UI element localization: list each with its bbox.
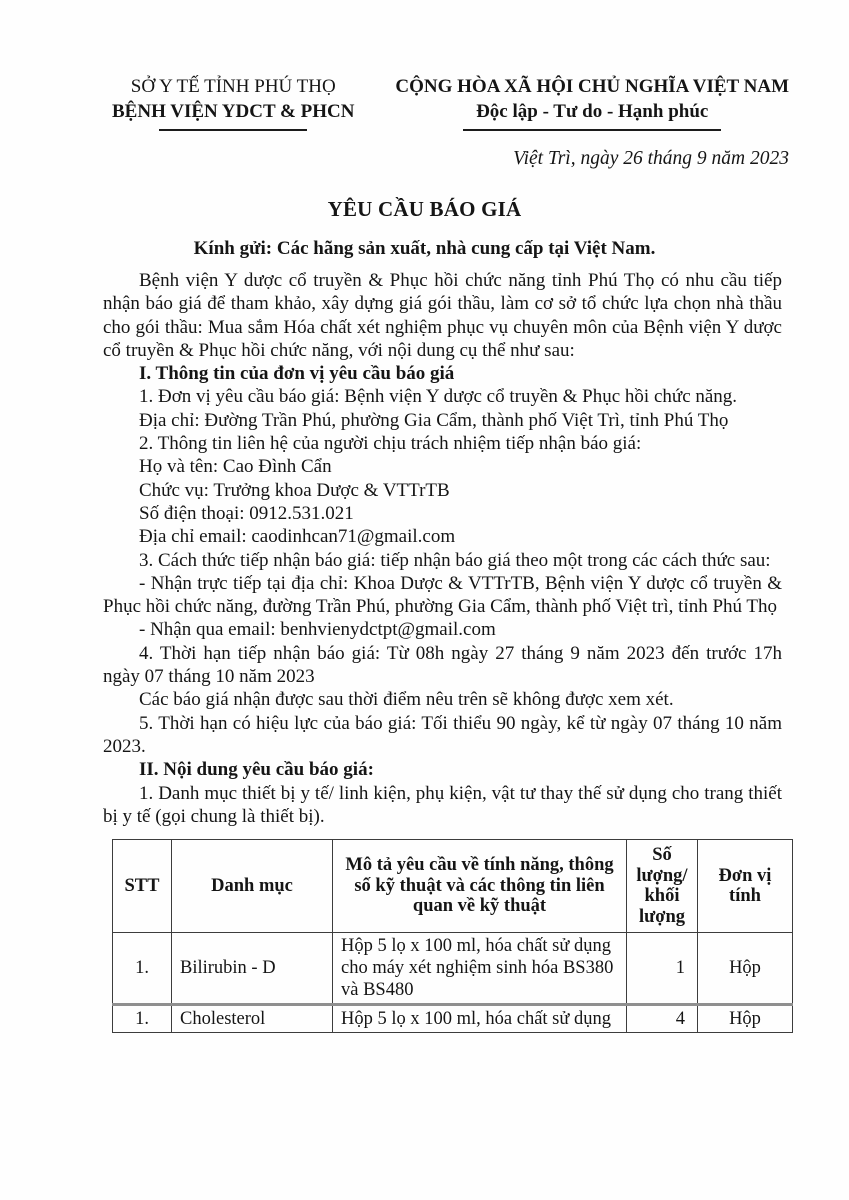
col-header-danh-muc: Danh mục xyxy=(172,840,333,933)
para-thoi-han-hieu-luc: 5. Thời hạn có hiệu lực của báo giá: Tối thiểu 90 ngày, kể từ ngày 07 tháng 10 năm 2023. xyxy=(103,712,782,757)
para-nhan-qua-email: - Nhận qua email: benhvienydctpt@gmail.com xyxy=(139,619,496,641)
col-header-so-luong: Số lượng/ khối lượng xyxy=(627,840,698,933)
para-bao-gia-sau-thoi-diem: Các báo giá nhận được sau thời điểm nêu trên sẽ không được xem xét. xyxy=(139,689,674,711)
cell-danh-muc: Bilirubin - D xyxy=(172,933,333,1005)
items-table xyxy=(112,839,793,1033)
para-don-vi-yeu-cau: 1. Đơn vị yêu cầu báo giá: Bệnh viện Y dược cổ truyền & Phục hồi chức năng. xyxy=(139,386,738,408)
para-cach-thuc-tiep-nhan: 3. Cách thức tiếp nhận báo giá: tiếp nhận báo giá theo một trong các cách thức sau: xyxy=(139,549,771,571)
para-thoi-han-tiep-nhan: 4. Thời hạn tiếp nhận báo giá: Từ 08h ngày 27 tháng 9 năm 2023 đến trước 17h ngày 07 tháng 10 năm 2023 xyxy=(103,642,782,688)
table-header-row xyxy=(113,840,793,933)
heading-section-ii: II. Nội dung yêu cầu báo giá: xyxy=(139,759,374,781)
cell-stt: 1. xyxy=(113,1005,172,1033)
table-row xyxy=(113,1005,793,1033)
para-dia-chi: Địa chỉ: Đường Trần Phú, phường Gia Cẩm, thành phố Việt Trì, tỉnh Phú Thọ xyxy=(139,409,729,431)
para-intro: Bệnh viện Y dược cổ truyền & Phục hồi chức năng tỉnh Phú Thọ có nhu cầu tiếp nhận báo giá để tham khảo, xây dựng giá gói thầu, làm cơ sở tổ chức lựa chọn nhà thầu cho gói thầu: Mua sắm Hóa chất xét nghiệm phục vụ chuyên môn của Bệnh viện Y dược cổ truyền & Phục hồi chức năng, với nội dung cụ thể như sau: xyxy=(103,270,782,361)
col-header-don-vi: Đơn vị tính xyxy=(698,840,793,933)
para-thong-tin-lien-he: 2. Thông tin liên hệ của người chịu trách nhiệm tiếp nhận báo giá: xyxy=(139,433,642,455)
document-body xyxy=(0,260,849,828)
para-so-dien-thoai: Số điện thoại: 0912.531.021 xyxy=(139,502,354,524)
salutation: Kính gửi: Các hãng sản xuất, nhà cung cấp tại Việt Nam. xyxy=(193,238,656,259)
issuing-org-block xyxy=(112,74,354,131)
cell-mo-ta: Hộp 5 lọ x 100 ml, hóa chất sử dụng cho máy xét nghiệm sinh hóa BS380 và BS480 xyxy=(333,933,627,1005)
heading-section-i: I. Thông tin của đơn vị yêu cầu báo giá xyxy=(139,363,455,385)
cell-mo-ta: Hộp 5 lọ x 100 ml, hóa chất sử dụng xyxy=(333,1005,627,1033)
cell-stt: 1. xyxy=(113,933,172,1005)
cell-so-luong: 4 xyxy=(627,1005,698,1033)
para-danh-muc-thiet-bi: 1. Danh mục thiết bị y tế/ linh kiện, phụ kiện, vật tư thay thế sử dụng cho trang thiết bị y tế (gọi chung là thiết bị). xyxy=(103,782,782,827)
dateline: Việt Trì, ngày 26 tháng 9 năm 2023 xyxy=(513,148,789,169)
para-ho-va-ten: Họ và tên: Cao Đình Cẩn xyxy=(139,456,332,478)
table-row xyxy=(113,933,793,1005)
document-title: YÊU CẦU BÁO GIÁ xyxy=(327,197,522,221)
cell-don-vi: Hộp xyxy=(698,1005,793,1033)
motto-underline xyxy=(463,129,721,131)
org-underline xyxy=(159,129,307,131)
para-nhan-truc-tiep: - Nhận trực tiếp tại địa chỉ: Khoa Dược & VTTrTB, Bệnh viện Y dược cổ truyền & Phục hồi chức năng, đường Trần Phú, phường Gia Cẩm, thành phố Việt trì, tỉnh Phú Thọ xyxy=(103,572,782,618)
document-header xyxy=(0,0,849,131)
col-header-mo-ta: Mô tả yêu cầu về tính năng, thông số kỹ thuật và các thông tin liên quan về kỹ thuật xyxy=(333,840,627,933)
col-header-stt: STT xyxy=(113,840,172,933)
org-parent-name: SỞ Y TẾ TỈNH PHÚ THỌ xyxy=(130,76,336,97)
cell-danh-muc: Cholesterol xyxy=(172,1005,333,1033)
national-header-block xyxy=(395,74,789,131)
national-motto: Độc lập - Tư do - Hạnh phúc xyxy=(476,101,709,122)
para-dia-chi-email: Địa chỉ email: caodinhcan71@gmail.com xyxy=(139,526,456,548)
para-chuc-vu: Chức vụ: Trưởng khoa Dược & VTTrTB xyxy=(139,479,450,501)
items-table-wrap xyxy=(0,828,849,1033)
cell-don-vi: Hộp xyxy=(698,933,793,1005)
national-title: CỘNG HÒA XÃ HỘI CHỦ NGHĨA VIỆT NAM xyxy=(395,76,789,97)
cell-so-luong: 1 xyxy=(627,933,698,1005)
org-name: BỆNH VIỆN YDCT & PHCN xyxy=(112,101,355,122)
